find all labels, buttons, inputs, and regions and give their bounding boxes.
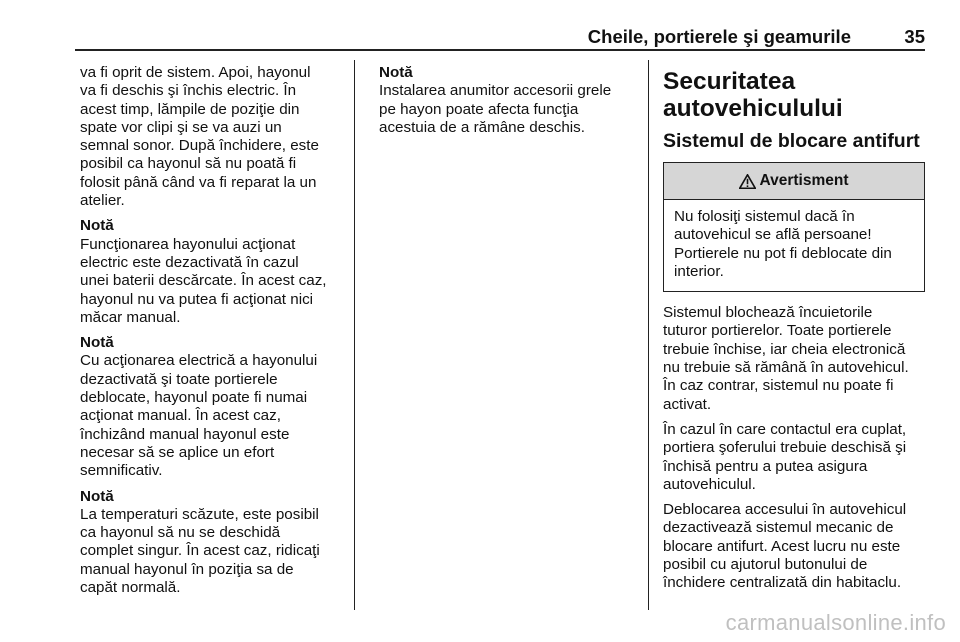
subsection-title: Sistemul de blocare antifurt: [663, 130, 920, 152]
paragraph: va fi oprit de sistem. Apoi, hayonul va fi deschis şi închis electric. În acest timp, lămpile de poziţie din spate vor clipi şi se va auzi un semnal sonor. După închidere, este posibil ca hayonul să nu poată fi folosit până când va fi reparat la un atelier.: [80, 64, 319, 210]
note-label: Notă: [379, 64, 413, 81]
note: [80, 488, 352, 598]
paragraph: Sistemul blochează încuietorile tuturor portierelor. Toate portierele trebuie închise, iar cheia electronică nu trebuie să rămână în autovehicul. În caz contrar, sistemul nu poate fi activat.: [663, 304, 909, 413]
note-text: La temperaturi scăzute, este posibil ca hayonul să nu se deschidă complet singur. În acest caz, ridicaţi manual hayonul în poziţia sa de capăt normală.: [80, 505, 320, 597]
watermark-text: carmanualsonline.info: [725, 610, 946, 635]
note-label: Notă: [80, 487, 114, 505]
note-text: Instalarea anumitor accesorii grele pe hayon poate afecta funcţia acestuia de a rămâne deschis.: [379, 82, 612, 136]
note-text: Cu acţionarea electrică a hayonului dezactivată şi toate portierele deblocate, hayonul poate fi numai acţionat manual. În acest caz, închizând manual hayonul este necesar să se aplice un efort semnificativ.: [80, 352, 318, 480]
page-header: [75, 26, 925, 50]
note-label: Notă: [80, 334, 114, 352]
note: [80, 334, 352, 480]
note: [379, 64, 641, 137]
warning-box: [663, 162, 925, 292]
column-1: [80, 64, 352, 604]
column-divider-1: [354, 60, 355, 610]
paragraph: În cazul în care contactul era cuplat, portiera şoferului trebuie deschisă şi închisă pentru a putea asigura autovehiculul.: [663, 420, 907, 493]
note-text: Funcţionarea hayonului acţionat electric este dezactivată în cazul unei baterii descărcate. În acest caz, hayonul nu va putea fi acţionat nici măcar manual.: [80, 235, 327, 326]
paragraph: Deblocarea accesului în autovehicul dezactivează sistemul mecanic de blocare antifurt. Acest lucru nu este posibil cu ajutorul butonului de închidere centralizată din habitaclu.: [663, 501, 907, 592]
warning-title: Avertisment: [759, 171, 849, 189]
column-3: [663, 66, 925, 600]
header-rule: [75, 49, 925, 51]
chapter-title: Cheile, portierele şi geamurile: [587, 26, 851, 47]
note-label: Notă: [80, 217, 114, 235]
note: [80, 217, 352, 327]
warning-triangle-icon: [739, 174, 756, 189]
column-2: [379, 64, 641, 144]
page-number: 35: [904, 26, 925, 47]
warning-text: Nu folosiţi sistemul dacă în autovehicul se află persoane! Portierele nu pot fi deblocate din interior.: [674, 208, 892, 280]
column-divider-2: [648, 60, 649, 610]
section-title: Securitatea autovehiculului: [663, 68, 843, 122]
warning-header: [664, 163, 924, 200]
